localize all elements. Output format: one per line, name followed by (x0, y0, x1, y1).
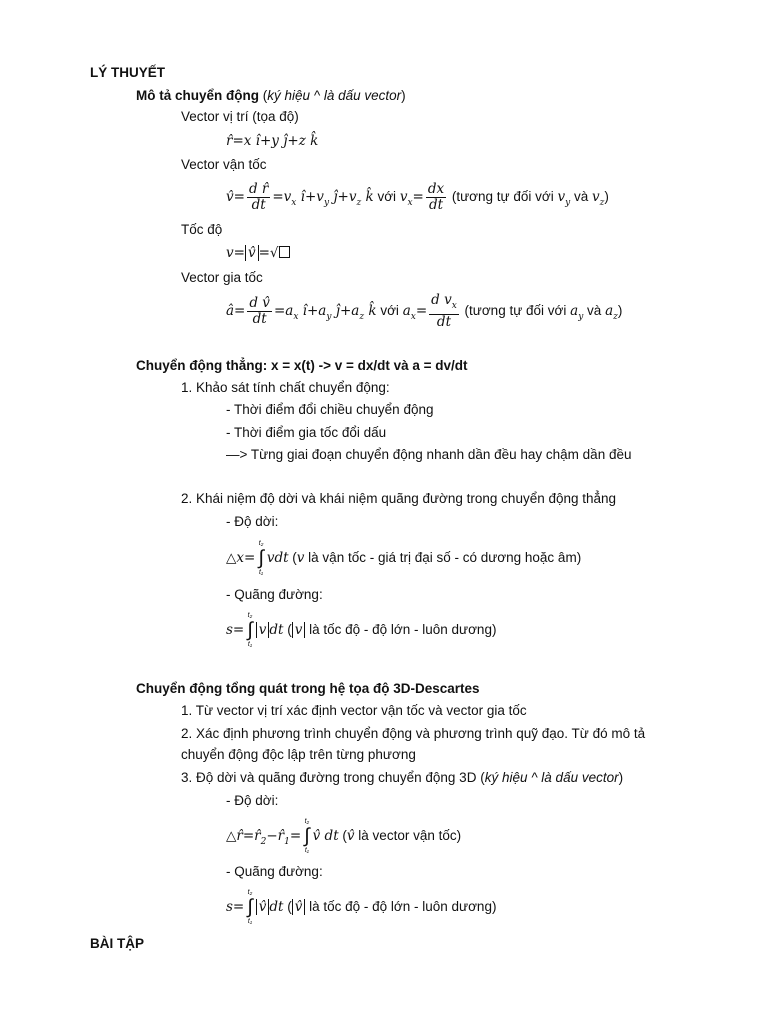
speed-label: Tốc độ (181, 222, 223, 237)
speed-formula: v= v̂ =√ (226, 244, 290, 262)
theory-heading: LÝ THUYẾT (90, 65, 166, 80)
general-item-2-line-2: chuyển động độc lập trên từng phương (181, 747, 416, 762)
linear-item-1c: —> Từng giai đoạn chuyển động nhanh dần đều hay chậm dần đều (226, 447, 632, 462)
linear-item-1a: - Thời điểm đổi chiều chuyển động (226, 402, 434, 417)
linear-displacement-label: - Độ dời: (226, 514, 279, 529)
acceleration-vector-label: Vector gia tốc (181, 270, 263, 285)
linear-item-2: 2. Khái niệm độ dời và khái niệm quãng đường trong chuyển động thẳng (181, 491, 617, 506)
general-displacement-label: - Độ dời: (226, 793, 279, 808)
exercises-heading: BÀI TẬP (90, 936, 144, 951)
general-item-1: 1. Từ vector vị trí xác định vector vận tốc và vector gia tốc (181, 703, 527, 718)
linear-displacement-formula: △x= t₂ ∫ t₁ vdt (v là vận tốc - giá trị đại số - có dương hoặc âm) (226, 540, 582, 577)
motion-description-title: Mô tả chuyển động (ký hiệu ^ là dấu vector) (136, 88, 406, 103)
general-distance-formula: s= t₂ ∫ t₁ v̂ dt ( v̂ là tốc độ - độ lớn - luôn dương) (226, 889, 497, 926)
linear-motion-heading: Chuyển động thẳng: x = x(t) -> v = dx/dt và a = dv/dt (136, 358, 468, 373)
velocity-vector-formula: v̂= $\frac{\text{d r̂}}{dt}$ $=v_x$ $î+v_y$ $ĵ+v_z$ k̂ với $v_x=$ $\frac{dx}{dt}$ (tương tự đối với $v_y$ và $v_z$) (226, 180, 609, 213)
acceleration-vector-formula: â= $\frac{\text{d v̂}}{dt}$ $=a_x$ $î+a_y$ $ĵ+a_z$ k̂ với $a_x=$ $\frac{d v_x}{dt}$ (tương tự đối với $a_y$ và $a_z$) (226, 292, 623, 330)
linear-item-1b: - Thời điểm gia tốc đổi dấu (226, 425, 387, 440)
position-vector-formula: r̂=x î+y ĵ+z k̂ (226, 133, 319, 149)
linear-distance-label: - Quãng đường: (226, 587, 323, 602)
linear-item-1: 1. Khảo sát tính chất chuyển động: (181, 380, 390, 395)
general-item-2-line-1: 2. Xác định phương trình chuyển động và phương trình quỹ đạo. Từ đó mô tả (181, 726, 646, 741)
general-motion-heading: Chuyển động tổng quát trong hệ tọa độ 3D-Descartes (136, 681, 480, 696)
linear-distance-formula: s= t₂ ∫ t₁ v dt ( v là tốc độ - độ lớn - luôn dương) (226, 612, 497, 649)
velocity-vector-label: Vector vận tốc (181, 157, 267, 172)
general-distance-label: - Quãng đường: (226, 864, 323, 879)
position-vector-label: Vector vị trí (tọa độ) (181, 109, 299, 124)
general-item-3: 3. Độ dời và quãng đường trong chuyển động 3D (ký hiệu ^ là dấu vector) (181, 770, 624, 785)
general-displacement-formula: $\triangle r̂=r̂_2-r̂_1=$ t₂ ∫ t₁ v̂ dt (v̂ là vector vận tốc) (226, 818, 462, 855)
